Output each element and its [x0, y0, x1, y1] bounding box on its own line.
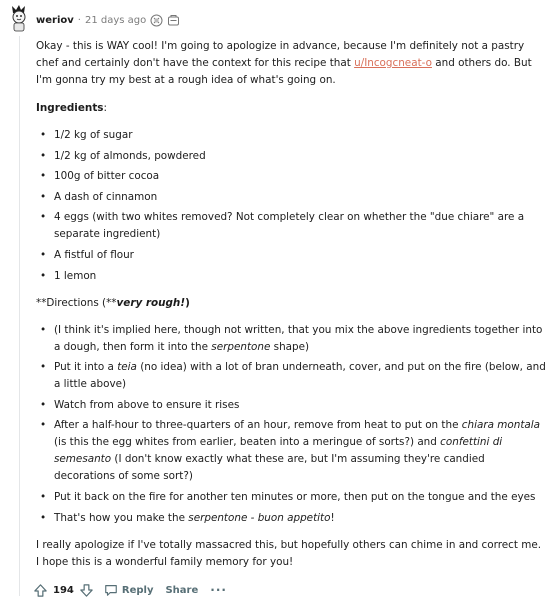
intro-paragraph: Okay - this is WAY cool! I'm going to apologize in advance, because I'm definitely not a pastry chef and certainly don't have the context for this recipe that u/Incogcneat-o and others do. But I'm gonna try my best at a rough idea of what's going on.: [36, 40, 532, 86]
ingredients-list: [36, 127, 546, 285]
list-item: • Watch from above to ensure it rises: [36, 397, 546, 414]
award-icon[interactable]: [167, 14, 180, 27]
list-item: • 1 lemon: [36, 268, 546, 285]
reply-button[interactable]: [104, 582, 154, 599]
list-item: • After a half-hour to three-quarters of an hour, remove from heat to put on the chiara montala (is this the egg whites from earlier, beaten into a meringue of sorts?) and confettini di semesanto (I don't know exactly what these are, but I'm assuming they're candied decorations of some sort?): [36, 417, 546, 485]
user-link[interactable]: u/Incogcneat-o: [354, 57, 432, 69]
list-item: • 1/2 kg of sugar: [36, 127, 546, 144]
list-item: • (I think it's implied here, though not written, that you mix the above ingredients together into a dough, then form it into the serpentone shape): [36, 322, 546, 356]
reply-icon: [104, 583, 118, 597]
list-item: • 100g of bitter cocoa: [36, 168, 546, 185]
list-item: • 1/2 kg of almonds, powdered: [36, 148, 546, 165]
list-item: • Put it into a teia (no idea) with a lot of bran underneath, cover, and put on the fire (below, and a little above): [36, 359, 546, 393]
award-icon[interactable]: [150, 14, 163, 27]
user-avatar-icon[interactable]: [8, 4, 30, 32]
vote-score: 194: [53, 584, 74, 596]
downvote-icon[interactable]: [79, 583, 94, 598]
reply-label: Reply: [121, 584, 154, 596]
directions-list: [36, 322, 546, 527]
username[interactable]: weriov: [36, 14, 74, 26]
more-options-button[interactable]: ···: [210, 582, 227, 597]
directions-heading: **Directions (**very rough!): [36, 296, 190, 309]
comment-meta: [36, 12, 180, 28]
list-item: • A dash of cinnamon: [36, 189, 546, 206]
list-item: • Put it back on the fire for another ten minutes or more, then put on the tongue and the eyes: [36, 489, 546, 506]
comment-body: [36, 38, 546, 582]
meta-separator: ·: [77, 14, 81, 26]
comment-actions: [33, 580, 227, 600]
timestamp[interactable]: 21 days ago: [84, 14, 147, 26]
outro-paragraph: I really apologize if I've totally massacred this, but hopefully others can chime in and correct me. I hope this is a wonderful family memory for you!: [36, 538, 542, 568]
list-item: • 4 eggs (with two whites removed? Not completely clear on whether the "due chiare" are a separate ingredient): [36, 209, 546, 243]
list-item: • A fistful of flour: [36, 247, 546, 264]
upvote-icon[interactable]: [33, 583, 48, 598]
thread-line[interactable]: [19, 36, 20, 596]
share-button[interactable]: Share: [165, 584, 199, 596]
list-item: • That's how you make the serpentone - buon appetito!: [36, 510, 546, 527]
ingredients-heading: Ingredients:: [36, 102, 107, 114]
